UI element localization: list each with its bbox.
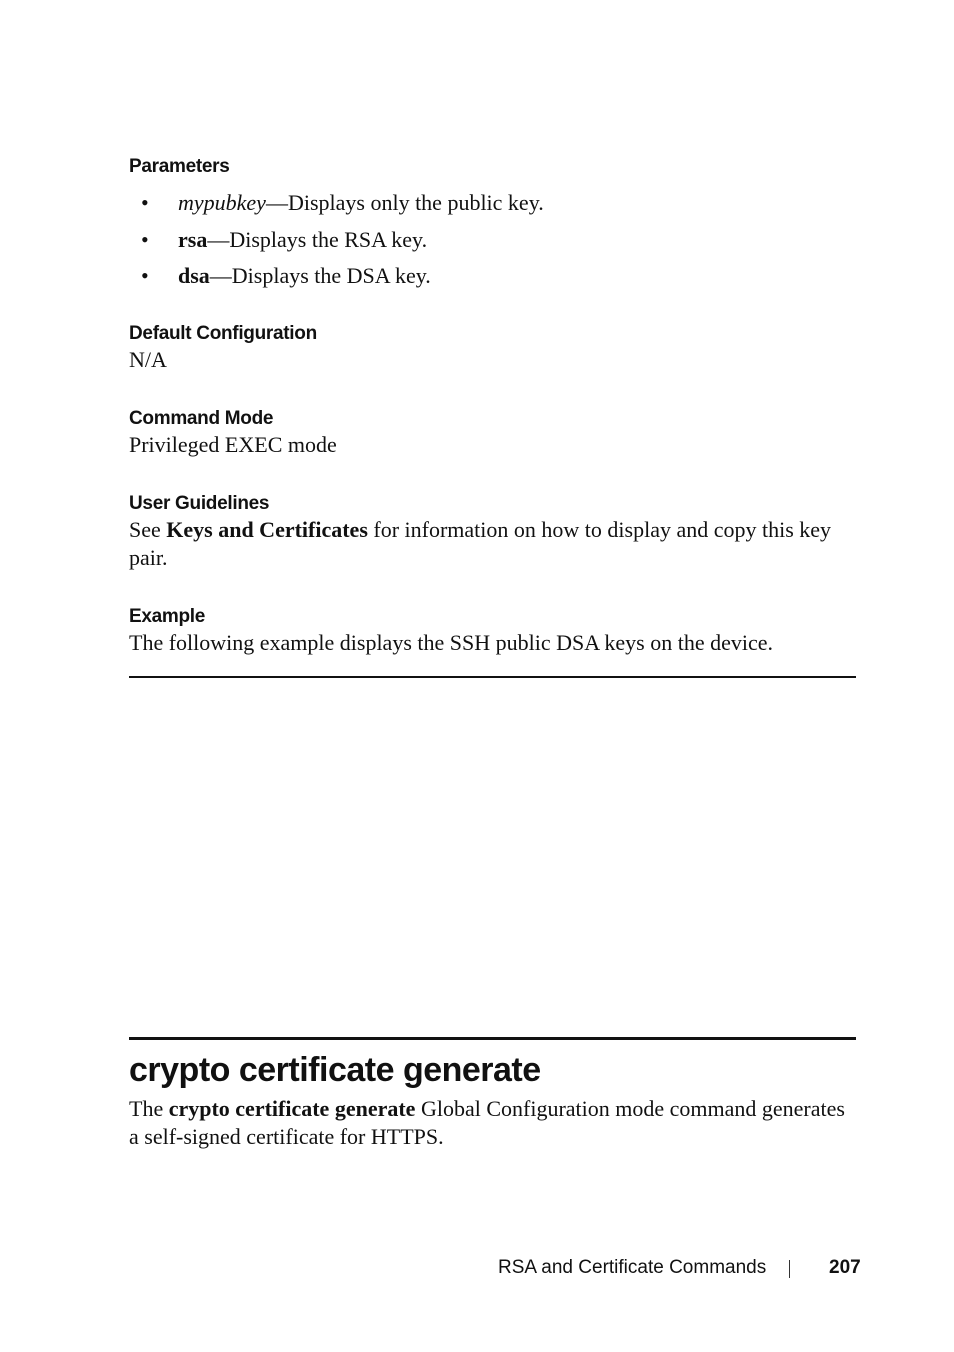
section-divider — [129, 1037, 856, 1040]
command-name: crypto certificate generate — [168, 1096, 416, 1121]
command-mode-text: Privileged EXEC mode — [129, 432, 337, 457]
param-term-rsa: rsa — [178, 226, 208, 252]
bullet-icon: • — [141, 226, 149, 252]
section-title: crypto certificate generate — [129, 1051, 541, 1089]
param-desc: —Displays the RSA key. — [207, 226, 428, 252]
param-desc: —Displays only the public key. — [265, 190, 544, 215]
user-guidelines-text: See Keys and Certificates for information on how to display and copy this key pair. — [129, 517, 832, 570]
param-desc: —Displays the DSA key. — [209, 263, 431, 288]
section-description: The crypto certificate generate Global Configuration mode command generates a self-signed certificate for HTTPS. — [129, 1096, 845, 1149]
default-configuration-heading: Default Configuration — [129, 323, 317, 344]
user-guidelines-heading: User Guidelines — [129, 493, 270, 514]
default-configuration-text: N/A — [129, 347, 167, 372]
bullet-icon: • — [141, 190, 149, 215]
example-heading: Example — [129, 606, 206, 627]
page-number: 207 — [829, 1257, 861, 1278]
parameters-heading: Parameters — [129, 156, 230, 177]
example-divider — [129, 676, 856, 678]
param-term-dsa: dsa — [178, 263, 210, 288]
bullet-icon: • — [141, 263, 149, 288]
param-term-mypubkey: mypubkey — [178, 190, 266, 215]
footer-chapter-title: RSA and Certificate Commands — [498, 1257, 767, 1278]
example-text: The following example displays the SSH public DSA keys on the device. — [129, 630, 774, 655]
footer-separator — [789, 1260, 790, 1278]
command-mode-heading: Command Mode — [129, 408, 274, 429]
keys-and-certificates-link[interactable]: Keys and Certificates — [166, 517, 368, 542]
